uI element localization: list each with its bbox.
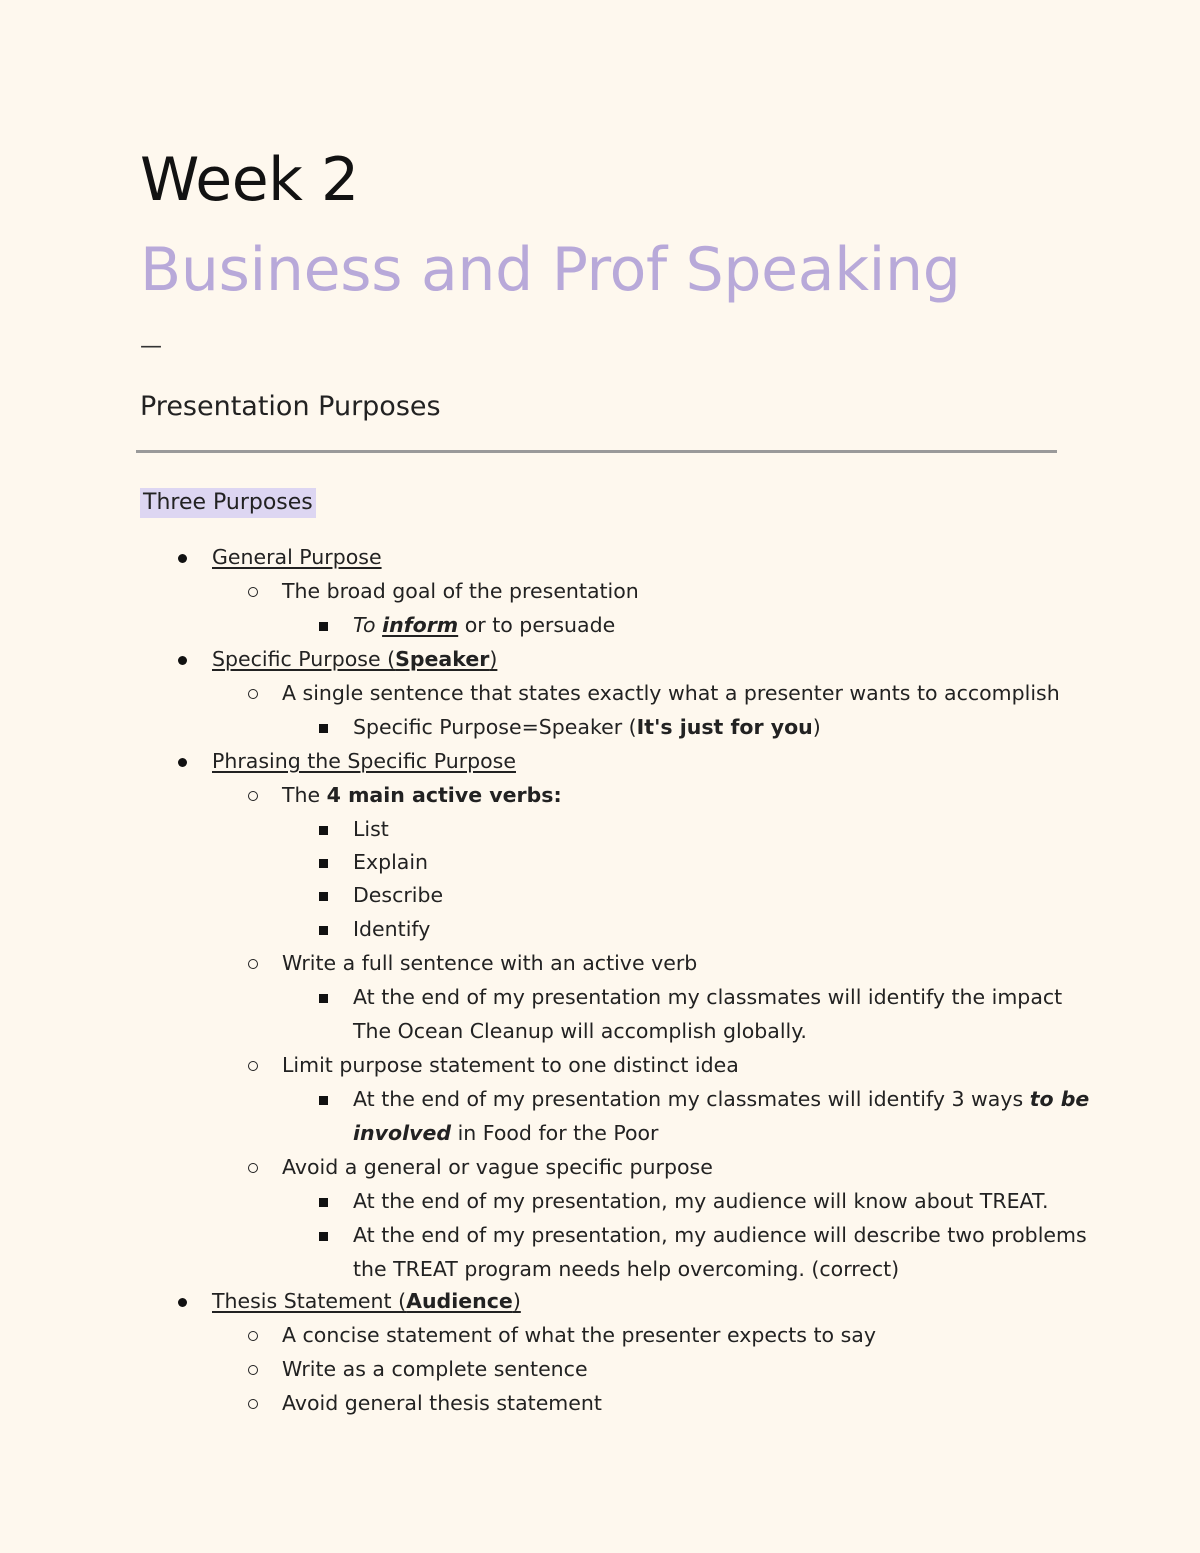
verb-item: Explain xyxy=(353,850,429,874)
paren: ) xyxy=(489,647,498,671)
circle-bullet-icon xyxy=(248,1399,258,1409)
square-bullet-icon xyxy=(319,1198,328,1207)
list-item: Limit purpose statement to one distinct idea xyxy=(282,1053,739,1077)
phrasing-label: Phrasing the Specific Purpose xyxy=(212,749,516,773)
paren: ) xyxy=(512,1289,521,1313)
thesis-label: Thesis Statement ( xyxy=(212,1289,407,1313)
list-item: Write as a complete sentence xyxy=(282,1357,588,1381)
list-item xyxy=(282,778,562,812)
square-bullet-icon xyxy=(319,926,328,935)
list-item: At the end of my presentation, my audience will know about TREAT. xyxy=(353,1189,1049,1213)
list-item xyxy=(353,1082,1089,1116)
example-bold: It's just for you xyxy=(636,715,813,739)
example-emphasis: inform xyxy=(382,613,459,637)
circle-bullet-icon xyxy=(248,959,258,969)
example-text: Specific Purpose=Speaker ( xyxy=(353,715,637,739)
list-item: Avoid general thesis statement xyxy=(282,1391,602,1415)
list-item-phrasing xyxy=(212,744,516,778)
paren: ) xyxy=(812,715,821,739)
verbs-bold: 4 main active verbs: xyxy=(326,783,562,807)
verb-item: Describe xyxy=(353,883,444,907)
list-item: Avoid a general or vague specific purpose xyxy=(282,1155,713,1179)
verb-item: List xyxy=(353,817,389,841)
circle-bullet-icon xyxy=(248,587,258,597)
bullet-icon xyxy=(178,554,187,563)
list-item xyxy=(353,608,615,642)
dash-separator: — xyxy=(140,334,162,359)
example-italic: To xyxy=(353,613,376,637)
square-bullet-icon xyxy=(319,1232,328,1241)
example-text: in Food for the Poor xyxy=(457,1121,659,1145)
list-item: Write a full sentence with an active verb xyxy=(282,951,698,975)
list-item: At the end of my presentation, my audience will describe two problems xyxy=(353,1223,1087,1247)
verbs-intro: The xyxy=(282,783,321,807)
example-bold-italic: involved xyxy=(353,1121,452,1145)
verb-item: Identify xyxy=(353,917,431,941)
list-item: A single sentence that states exactly what a presenter wants to accomplish xyxy=(282,681,1060,705)
square-bullet-icon xyxy=(319,859,328,868)
example-text: or to persuade xyxy=(464,613,616,637)
square-bullet-icon xyxy=(319,994,328,1003)
square-bullet-icon xyxy=(319,826,328,835)
list-item-general-purpose xyxy=(212,540,382,574)
list-item-continuation xyxy=(353,1116,658,1150)
bullet-icon xyxy=(178,1298,187,1307)
circle-bullet-icon xyxy=(248,1061,258,1071)
list-item: The broad goal of the presentation xyxy=(282,579,639,603)
bullet-icon xyxy=(178,656,187,665)
square-bullet-icon xyxy=(319,622,328,631)
page-title: Week 2 xyxy=(140,145,359,215)
list-item-thesis xyxy=(212,1284,521,1318)
horizontal-rule xyxy=(136,450,1057,453)
circle-bullet-icon xyxy=(248,791,258,801)
general-purpose-label: General Purpose xyxy=(212,545,382,569)
circle-bullet-icon xyxy=(248,1331,258,1341)
specific-purpose-bold: Speaker xyxy=(395,647,490,671)
highlighted-heading: Three Purposes xyxy=(140,488,316,518)
specific-purpose-label: Specific Purpose ( xyxy=(212,647,396,671)
course-subtitle: Business and Prof Speaking xyxy=(140,235,961,305)
example-text: At the end of my presentation my classmates will identify 3 ways xyxy=(353,1087,1024,1111)
list-item-continuation: the TREAT program needs help overcoming. (correct) xyxy=(353,1257,900,1281)
square-bullet-icon xyxy=(319,724,328,733)
list-item-continuation: The Ocean Cleanup will accomplish globally. xyxy=(353,1019,807,1043)
list-item xyxy=(353,710,821,744)
bullet-icon xyxy=(178,758,187,767)
section-title: Presentation Purposes xyxy=(140,391,441,422)
thesis-bold: Audience xyxy=(406,1289,513,1313)
list-item: At the end of my presentation my classmates will identify the impact xyxy=(353,985,1063,1009)
square-bullet-icon xyxy=(319,892,328,901)
list-item-specific-purpose xyxy=(212,642,497,676)
square-bullet-icon xyxy=(319,1096,328,1105)
circle-bullet-icon xyxy=(248,1365,258,1375)
circle-bullet-icon xyxy=(248,1163,258,1173)
list-item: A concise statement of what the presenter expects to say xyxy=(282,1323,876,1347)
circle-bullet-icon xyxy=(248,689,258,699)
example-bold-italic: to be xyxy=(1029,1087,1090,1111)
